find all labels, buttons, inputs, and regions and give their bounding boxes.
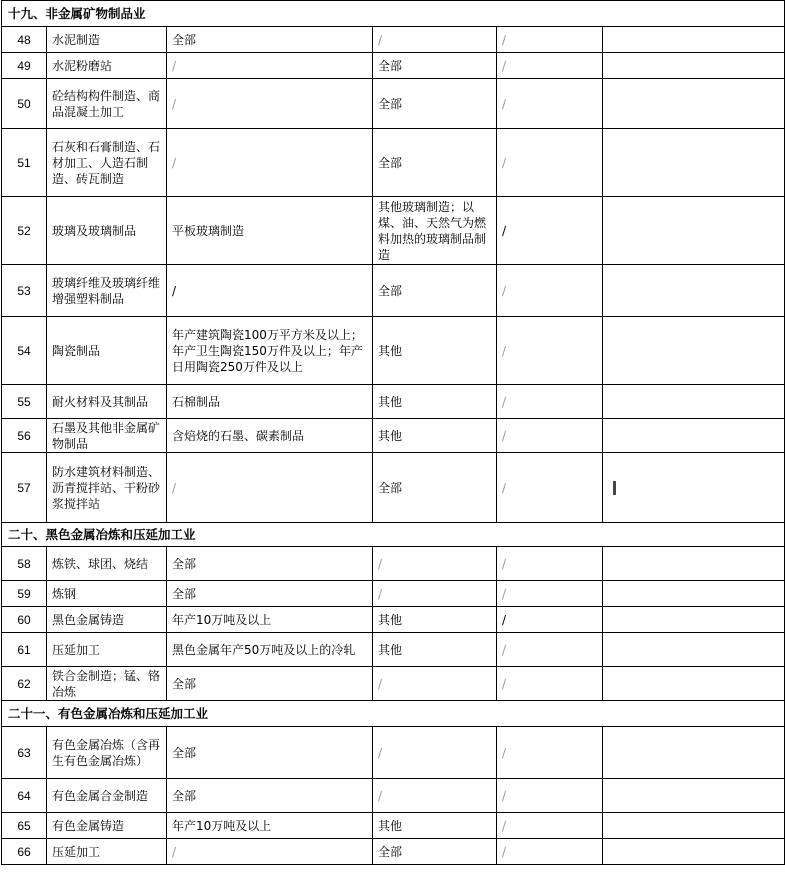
category-c-cell: / — [497, 385, 603, 419]
row-number: 54 — [2, 317, 47, 385]
extra-cell — [603, 197, 785, 265]
category-a-cell: 全部 — [167, 779, 373, 813]
industry-name: 石墨及其他非金属矿物制品 — [47, 419, 167, 453]
table-row — [2, 727, 785, 779]
table-row — [2, 27, 785, 53]
category-a-cell: / — [167, 839, 373, 865]
table-row — [2, 129, 785, 197]
industry-classification-table — [1, 0, 785, 865]
category-c-cell: / — [497, 667, 603, 701]
category-c-cell: / — [497, 727, 603, 779]
category-b-cell: 全部 — [373, 129, 497, 197]
category-b-cell: / — [373, 779, 497, 813]
category-c-cell: / — [497, 839, 603, 865]
industry-name: 有色金属冶炼（含再生有色金属冶炼） — [47, 727, 167, 779]
category-a-cell: 年产10万吨及以上 — [167, 607, 373, 633]
row-number: 62 — [2, 667, 47, 701]
section-title: 十九、非金属矿物制品业 — [2, 1, 785, 27]
row-number: 50 — [2, 79, 47, 129]
table-row — [2, 419, 785, 453]
category-a-cell: / — [167, 129, 373, 197]
category-c-cell: / — [497, 265, 603, 317]
category-a-cell: 黑色金属年产50万吨及以上的冷轧 — [167, 633, 373, 667]
extra-cell — [603, 27, 785, 53]
row-number: 48 — [2, 27, 47, 53]
category-b-cell: 其他玻璃制造；以煤、油、天然气为燃料加热的玻璃制品制造 — [373, 197, 497, 265]
row-number: 52 — [2, 197, 47, 265]
category-c-cell: / — [497, 27, 603, 53]
section-header-row — [2, 523, 785, 547]
table-row — [2, 79, 785, 129]
category-b-cell: 全部 — [373, 53, 497, 79]
row-number: 65 — [2, 813, 47, 839]
extra-cell — [603, 779, 785, 813]
extra-cell — [603, 317, 785, 385]
industry-name: 玻璃纤维及玻璃纤维增强塑料制品 — [47, 265, 167, 317]
industry-name: 耐火材料及其制品 — [47, 385, 167, 419]
row-number: 66 — [2, 839, 47, 865]
category-c-cell: / — [497, 317, 603, 385]
category-c-cell: / — [497, 633, 603, 667]
category-a-cell: 平板玻璃制造 — [167, 197, 373, 265]
category-c-cell: / — [497, 129, 603, 197]
section-title: 二十、黑色金属冶炼和压延加工业 — [2, 523, 785, 547]
category-b-cell: 其他 — [373, 317, 497, 385]
category-a-cell: 石棉制品 — [167, 385, 373, 419]
table-row — [2, 385, 785, 419]
industry-name: 炼钢 — [47, 581, 167, 607]
industry-name: 黑色金属铸造 — [47, 607, 167, 633]
industry-name: 铁合金制造；锰、铬冶炼 — [47, 667, 167, 701]
extra-cell — [603, 581, 785, 607]
extra-cell — [603, 813, 785, 839]
table-row — [2, 667, 785, 701]
row-number: 58 — [2, 547, 47, 581]
category-b-cell: 全部 — [373, 839, 497, 865]
extra-cell — [603, 453, 785, 523]
extra-cell — [603, 79, 785, 129]
table-row — [2, 813, 785, 839]
extra-cell — [603, 53, 785, 79]
table-row — [2, 839, 785, 865]
extra-cell — [603, 547, 785, 581]
industry-name: 水泥制造 — [47, 27, 167, 53]
section-header-row — [2, 701, 785, 727]
category-a-cell: 全部 — [167, 581, 373, 607]
category-a-cell: 全部 — [167, 27, 373, 53]
table-row — [2, 197, 785, 265]
category-b-cell: / — [373, 547, 497, 581]
extra-cell — [603, 419, 785, 453]
category-c-cell: / — [497, 453, 603, 523]
category-a-cell: 全部 — [167, 667, 373, 701]
category-a-cell: / — [167, 53, 373, 79]
extra-cell — [603, 265, 785, 317]
extra-cell — [603, 385, 785, 419]
category-b-cell: 其他 — [373, 633, 497, 667]
row-number: 55 — [2, 385, 47, 419]
category-a-cell: 全部 — [167, 727, 373, 779]
category-b-cell: / — [373, 27, 497, 53]
industry-name: 压延加工 — [47, 839, 167, 865]
category-c-cell: / — [497, 197, 603, 265]
industry-name: 有色金属铸造 — [47, 813, 167, 839]
row-number: 59 — [2, 581, 47, 607]
table-row — [2, 547, 785, 581]
extra-cell — [603, 667, 785, 701]
industry-name: 炼铁、球团、烧结 — [47, 547, 167, 581]
industry-name: 陶瓷制品 — [47, 317, 167, 385]
category-a-cell: 全部 — [167, 547, 373, 581]
industry-name: 压延加工 — [47, 633, 167, 667]
extra-cell — [603, 129, 785, 197]
table-row — [2, 607, 785, 633]
category-a-cell: / — [167, 265, 373, 317]
category-a-cell: / — [167, 79, 373, 129]
table-row — [2, 265, 785, 317]
row-number: 63 — [2, 727, 47, 779]
section-header-row — [2, 1, 785, 27]
industry-name: 玻璃及玻璃制品 — [47, 197, 167, 265]
category-c-cell: / — [497, 547, 603, 581]
row-number: 51 — [2, 129, 47, 197]
extra-cell — [603, 633, 785, 667]
category-b-cell: / — [373, 727, 497, 779]
category-b-cell: 全部 — [373, 79, 497, 129]
category-a-cell: 年产10万吨及以上 — [167, 813, 373, 839]
category-b-cell: 其他 — [373, 419, 497, 453]
row-number: 61 — [2, 633, 47, 667]
category-b-cell: 其他 — [373, 813, 497, 839]
category-c-cell: / — [497, 607, 603, 633]
extra-cell — [603, 607, 785, 633]
table-row — [2, 453, 785, 523]
table-row — [2, 779, 785, 813]
industry-name: 防水建筑材料制造、沥青搅拌站、干粉砂浆搅拌站 — [47, 453, 167, 523]
row-number: 56 — [2, 419, 47, 453]
industry-name: 砼结构构件制造、商品混凝土加工 — [47, 79, 167, 129]
category-b-cell: / — [373, 667, 497, 701]
category-c-cell: / — [497, 419, 603, 453]
category-c-cell: / — [497, 813, 603, 839]
industry-name: 有色金属合金制造 — [47, 779, 167, 813]
industry-name: 石灰和石膏制造、石材加工、人造石制造、砖瓦制造 — [47, 129, 167, 197]
row-number: 64 — [2, 779, 47, 813]
extra-cell — [603, 727, 785, 779]
category-b-cell: / — [373, 581, 497, 607]
category-c-cell: / — [497, 779, 603, 813]
table-row — [2, 633, 785, 667]
table-row — [2, 317, 785, 385]
table-row — [2, 53, 785, 79]
category-c-cell: / — [497, 53, 603, 79]
category-a-cell: / — [167, 453, 373, 523]
category-b-cell: 全部 — [373, 265, 497, 317]
category-b-cell: 其他 — [373, 385, 497, 419]
category-b-cell: 全部 — [373, 453, 497, 523]
row-number: 60 — [2, 607, 47, 633]
category-b-cell: 其他 — [373, 607, 497, 633]
extra-cell — [603, 839, 785, 865]
section-title: 二十一、有色金属冶炼和压延加工业 — [2, 701, 785, 727]
category-a-cell: 含焙烧的石墨、碳素制品 — [167, 419, 373, 453]
row-number: 53 — [2, 265, 47, 317]
category-c-cell: / — [497, 581, 603, 607]
table-row — [2, 581, 785, 607]
row-number: 49 — [2, 53, 47, 79]
cursor-mark-icon — [613, 481, 616, 495]
category-a-cell: 年产建筑陶瓷100万平方米及以上；年产卫生陶瓷150万件及以上；年产日用陶瓷250万件及以上 — [167, 317, 373, 385]
row-number: 57 — [2, 453, 47, 523]
category-c-cell: / — [497, 79, 603, 129]
industry-name: 水泥粉磨站 — [47, 53, 167, 79]
